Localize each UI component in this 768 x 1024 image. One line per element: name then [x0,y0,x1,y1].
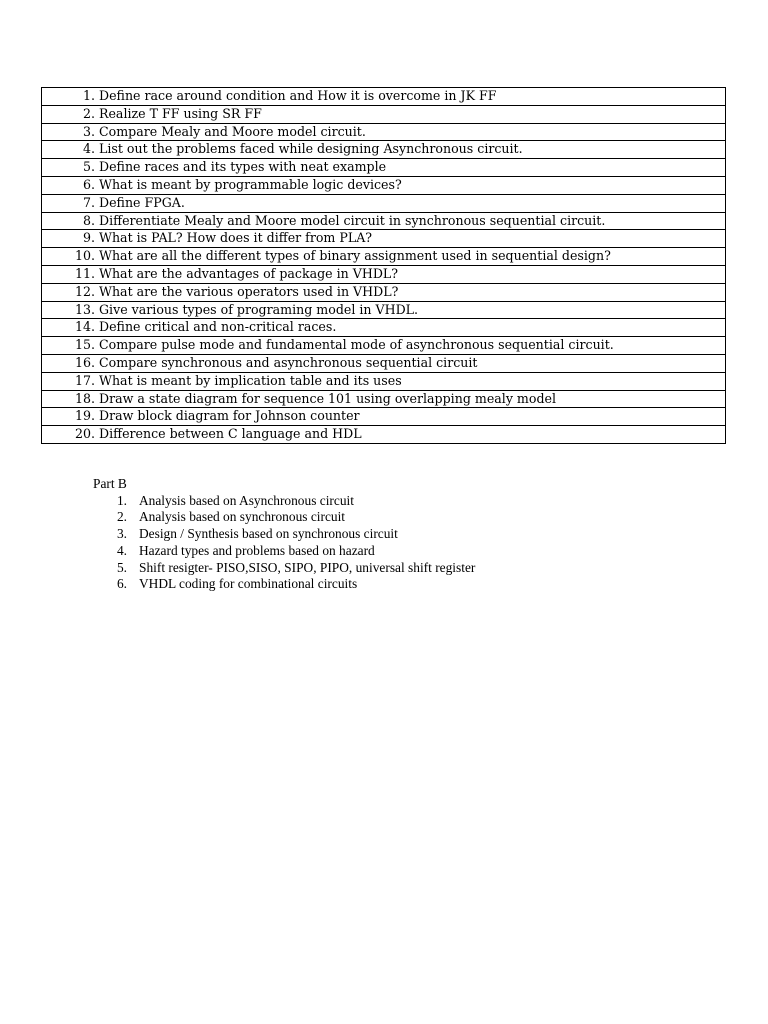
question-row [42,337,726,355]
question-row [42,248,726,266]
part-b-item [93,526,475,543]
question-row [42,265,726,283]
question-cell [42,337,726,355]
question-text: Define FPGA. [99,194,185,210]
question-cell [42,426,726,444]
question-text: Draw a state diagram for sequence 101 using overlapping mealy model [99,390,556,406]
question-number: 5. [82,159,95,175]
question-number: 4. [82,141,95,157]
part-b-item [93,543,475,560]
part-b-item [93,509,475,526]
question-row [42,88,726,106]
question-cell [42,283,726,301]
question-text: Realize T FF using SR FF [99,105,262,121]
question-row [42,319,726,337]
question-text: What are all the different types of binary assignment used in sequential design? [99,248,611,264]
question-number: 17. [74,372,95,388]
question-number: 12. [74,283,95,299]
question-cell [42,408,726,426]
question-text: Define critical and non-critical races. [99,319,337,335]
question-row [42,301,726,319]
question-text: What are the various operators used in VHDL? [99,283,399,299]
question-number: 18. [74,390,95,406]
question-text: Compare synchronous and asynchronous sequential circuit [99,354,478,370]
question-row [42,105,726,123]
question-text: What are the advantages of package in VHDL? [99,265,399,281]
part-b-item-text: Analysis based on Asynchronous circuit [139,492,354,508]
question-cell [42,159,726,177]
question-number: 19. [74,408,95,424]
question-number: 1. [82,88,95,103]
question-number: 16. [74,354,95,370]
question-cell [42,88,726,106]
question-cell [42,230,726,248]
question-cell [42,390,726,408]
part-b-item [93,576,475,593]
question-row [42,141,726,159]
question-row [42,372,726,390]
part-b-item-number: 4. [116,542,127,558]
question-text: Compare Mealy and Moore model circuit. [99,123,366,139]
question-number: 11. [74,265,95,281]
part-b-section [93,476,475,593]
question-cell [42,372,726,390]
part-a-question-table [41,87,726,444]
part-b-item [93,493,475,510]
question-row [42,212,726,230]
question-number: 10. [74,248,95,264]
question-cell [42,212,726,230]
question-table-body [42,88,726,444]
question-number: 3. [82,123,95,139]
question-cell [42,265,726,283]
part-b-item-text: Hazard types and problems based on hazard [139,542,375,558]
question-cell [42,105,726,123]
question-cell [42,176,726,194]
question-row [42,230,726,248]
question-text: Define race around condition and How it is overcome in JK FF [99,88,497,103]
question-number: 8. [82,212,95,228]
part-b-item-text: Analysis based on synchronous circuit [139,509,346,525]
question-number: 2. [82,105,95,121]
question-text: Give various types of programing model in VHDL. [99,301,419,317]
question-row [42,159,726,177]
question-row [42,354,726,372]
question-cell [42,301,726,319]
question-cell [42,248,726,266]
question-number: 13. [74,301,95,317]
question-number: 15. [74,337,95,353]
question-text: Differentiate Mealy and Moore model circuit in synchronous sequential circuit. [99,212,606,228]
part-b-item [93,560,475,577]
question-number: 20. [74,426,95,442]
question-text: What is meant by programmable logic devices? [99,176,402,192]
part-b-item-number: 3. [116,526,127,542]
question-cell [42,141,726,159]
question-text: What is PAL? How does it differ from PLA? [99,230,373,246]
question-row [42,123,726,141]
part-b-item-number: 5. [116,559,127,575]
question-text: Draw block diagram for Johnson counter [99,408,360,424]
part-b-item-text: Shift resigter- PISO,SISO, SIPO, PIPO, universal shift register [139,559,476,575]
question-number: 7. [82,194,95,210]
question-number: 6. [82,176,95,192]
question-number: 14. [74,319,95,335]
question-row [42,176,726,194]
part-b-title: Part B [93,476,127,491]
question-cell [42,319,726,337]
question-text: List out the problems faced while designing Asynchronous circuit. [99,141,523,157]
question-row [42,283,726,301]
part-b-item-number: 6. [116,576,127,592]
question-number: 9. [82,230,95,246]
question-text: Compare pulse mode and fundamental mode of asynchronous sequential circuit. [99,337,614,353]
question-row [42,194,726,212]
part-b-item-text: VHDL coding for combinational circuits [139,576,358,592]
part-b-item-number: 2. [116,509,127,525]
question-cell [42,194,726,212]
question-text: What is meant by implication table and its uses [99,372,402,388]
question-text: Difference between C language and HDL [99,426,362,442]
question-text: Define races and its types with neat example [99,159,387,175]
question-row [42,426,726,444]
part-b-list [93,493,475,593]
question-cell [42,123,726,141]
part-b-item-number: 1. [116,492,127,508]
question-cell [42,354,726,372]
part-b-item-text: Design / Synthesis based on synchronous circuit [139,526,398,542]
question-row [42,408,726,426]
question-row [42,390,726,408]
